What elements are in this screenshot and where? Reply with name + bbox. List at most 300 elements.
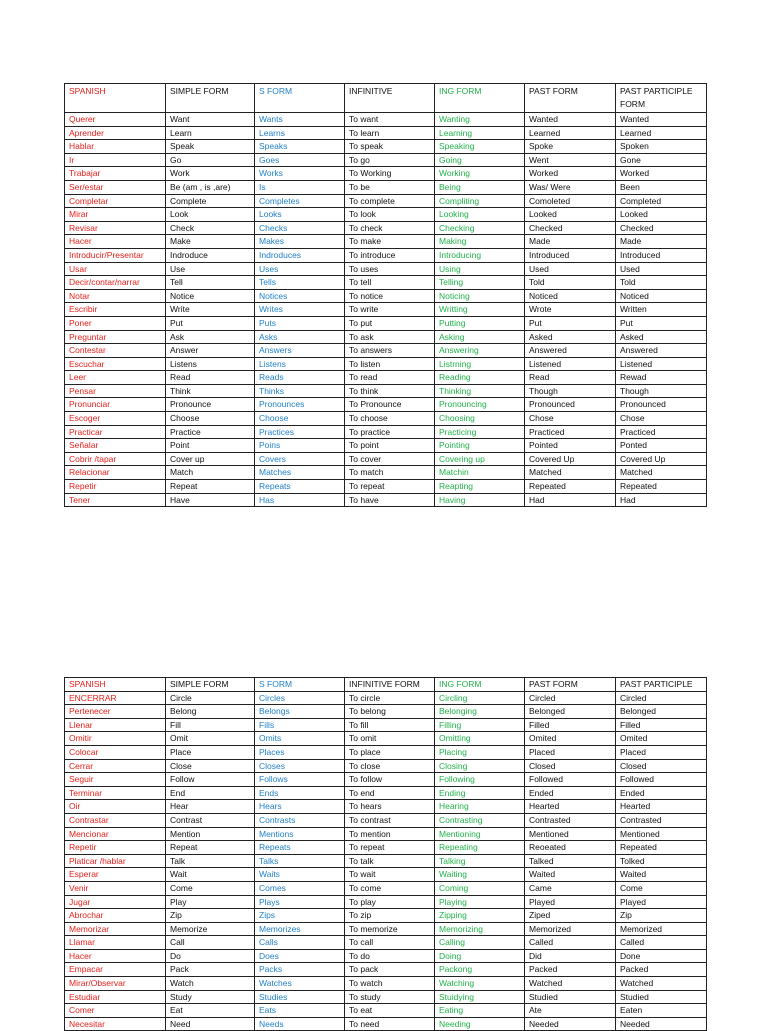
cell-ing-form: Learning	[435, 126, 525, 140]
cell-past-form: Ended	[525, 786, 616, 800]
cell-spanish: Mencionar	[65, 827, 166, 841]
cell-past-form: Checked	[525, 221, 616, 235]
cell-ing-form: Coming	[435, 881, 525, 895]
cell-ing-form: Belonging	[435, 705, 525, 719]
cell-spanish: Notar	[65, 289, 166, 303]
cell-infinitive: To need	[345, 1017, 435, 1031]
cell-spanish: Memorizar	[65, 922, 166, 936]
cell-past-participle: Worked	[616, 167, 707, 181]
cell-s-form: Hears	[255, 800, 345, 814]
table-row	[65, 691, 707, 705]
cell-spanish: Cerrar	[65, 759, 166, 773]
cell-spanish: Llenar	[65, 718, 166, 732]
cell-past-form: Reoeated	[525, 841, 616, 855]
table-row	[65, 759, 707, 773]
cell-ing-form: Going	[435, 153, 525, 167]
cell-s-form: Ends	[255, 786, 345, 800]
cell-past-form: Wanted	[525, 113, 616, 127]
cell-past-participle: Closed	[616, 759, 707, 773]
table-row	[65, 126, 707, 140]
cell-past-form: Introduced	[525, 248, 616, 262]
cell-past-form: Put	[525, 316, 616, 330]
cell-s-form: Answers	[255, 344, 345, 358]
cell-past-form: Was/ Were	[525, 180, 616, 194]
cell-simple-form: Repeat	[166, 841, 255, 855]
cell-infinitive: To repeat	[345, 480, 435, 494]
cell-past-form: Played	[525, 895, 616, 909]
cell-s-form: Learns	[255, 126, 345, 140]
cell-s-form: Mentions	[255, 827, 345, 841]
cell-simple-form: Practice	[166, 425, 255, 439]
cell-simple-form: Put	[166, 316, 255, 330]
cell-s-form: Zips	[255, 909, 345, 923]
cell-past-form: Pronounced	[525, 398, 616, 412]
cell-ing-form: Omitting	[435, 732, 525, 746]
cell-ing-form: Looking	[435, 208, 525, 222]
cell-past-participle: Ended	[616, 786, 707, 800]
cell-past-participle: Matched	[616, 466, 707, 480]
cell-s-form: Puts	[255, 316, 345, 330]
table-row	[65, 303, 707, 317]
cell-past-participle: Told	[616, 276, 707, 290]
cell-ing-form: Filling	[435, 718, 525, 732]
cell-infinitive: To practice	[345, 425, 435, 439]
column-header-spanish: SPANISH	[65, 678, 166, 692]
cell-past-participle: Listened	[616, 357, 707, 371]
cell-infinitive: To listen	[345, 357, 435, 371]
cell-past-form: Learned	[525, 126, 616, 140]
cell-past-participle: Covered Up	[616, 452, 707, 466]
cell-simple-form: Check	[166, 221, 255, 235]
cell-spanish: Omitir	[65, 732, 166, 746]
table-row	[65, 466, 707, 480]
cell-simple-form: Use	[166, 262, 255, 276]
cell-s-form: Fills	[255, 718, 345, 732]
cell-past-form: Wrote	[525, 303, 616, 317]
cell-simple-form: Talk	[166, 854, 255, 868]
table-row	[65, 167, 707, 181]
cell-infinitive: To mention	[345, 827, 435, 841]
cell-ing-form: Calling	[435, 936, 525, 950]
cell-past-participle: Been	[616, 180, 707, 194]
cell-ing-form: Speaking	[435, 140, 525, 154]
column-header-infinitive: INFINITIVE	[345, 84, 435, 113]
cell-s-form: Calls	[255, 936, 345, 950]
cell-infinitive: To cover	[345, 452, 435, 466]
table-row	[65, 398, 707, 412]
cell-infinitive: To study	[345, 990, 435, 1004]
cell-simple-form: Play	[166, 895, 255, 909]
cell-past-participle: Pronounced	[616, 398, 707, 412]
cell-past-participle: Followed	[616, 773, 707, 787]
cell-past-form: Belonged	[525, 705, 616, 719]
cell-ing-form: Thinking	[435, 384, 525, 398]
table-row	[65, 1004, 707, 1018]
table-row	[65, 316, 707, 330]
cell-spanish: Hacer	[65, 949, 166, 963]
cell-ing-form: Zipping	[435, 909, 525, 923]
cell-simple-form: Pronounce	[166, 398, 255, 412]
cell-simple-form: Study	[166, 990, 255, 1004]
cell-past-participle: Played	[616, 895, 707, 909]
table-row	[65, 357, 707, 371]
cell-past-form: Memorized	[525, 922, 616, 936]
cell-ing-form: Asking	[435, 330, 525, 344]
cell-s-form: Repeats	[255, 480, 345, 494]
cell-infinitive: To contrast	[345, 813, 435, 827]
cell-spanish: Colocar	[65, 745, 166, 759]
table-row	[65, 248, 707, 262]
cell-s-form: Packs	[255, 963, 345, 977]
cell-simple-form: Circle	[166, 691, 255, 705]
cell-spanish: Preguntar	[65, 330, 166, 344]
table-row	[65, 732, 707, 746]
table-row	[65, 773, 707, 787]
cell-past-participle: Contrasted	[616, 813, 707, 827]
cell-spanish: Oir	[65, 800, 166, 814]
cell-simple-form: End	[166, 786, 255, 800]
cell-simple-form: Tell	[166, 276, 255, 290]
cell-past-form: Pointed	[525, 439, 616, 453]
cell-s-form: Writes	[255, 303, 345, 317]
cell-spanish: Estudiar	[65, 990, 166, 1004]
cell-spanish: Abrochar	[65, 909, 166, 923]
cell-s-form: Completes	[255, 194, 345, 208]
cell-ing-form: Needing	[435, 1017, 525, 1031]
cell-simple-form: Ask	[166, 330, 255, 344]
cell-s-form: Speaks	[255, 140, 345, 154]
cell-spanish: Pertenecer	[65, 705, 166, 719]
table-row	[65, 1017, 707, 1031]
cell-past-form: Repeated	[525, 480, 616, 494]
table-row	[65, 113, 707, 127]
cell-ing-form: Introducing	[435, 248, 525, 262]
column-header-simple-form: SIMPLE FORM	[166, 678, 255, 692]
cell-past-form: Asked	[525, 330, 616, 344]
cell-spanish: Contrastar	[65, 813, 166, 827]
cell-s-form: Places	[255, 745, 345, 759]
cell-past-participle: Gone	[616, 153, 707, 167]
verb-table-1	[64, 83, 707, 507]
cell-s-form: Comes	[255, 881, 345, 895]
cell-infinitive: To end	[345, 786, 435, 800]
cell-spanish: Hablar	[65, 140, 166, 154]
cell-simple-form: Need	[166, 1017, 255, 1031]
cell-s-form: Needs	[255, 1017, 345, 1031]
cell-spanish: Señalar	[65, 439, 166, 453]
column-header-past-form: PAST FORM	[525, 678, 616, 692]
cell-s-form: Reads	[255, 371, 345, 385]
cell-spanish: Relacionar	[65, 466, 166, 480]
cell-simple-form: Notice	[166, 289, 255, 303]
cell-s-form: Contrasts	[255, 813, 345, 827]
cell-infinitive: To read	[345, 371, 435, 385]
cell-infinitive: To think	[345, 384, 435, 398]
cell-ing-form: Following	[435, 773, 525, 787]
cell-past-form: Practiced	[525, 425, 616, 439]
cell-infinitive: To eat	[345, 1004, 435, 1018]
cell-simple-form: Look	[166, 208, 255, 222]
cell-infinitive: To look	[345, 208, 435, 222]
cell-s-form: Goes	[255, 153, 345, 167]
cell-simple-form: Be (am , is ,are)	[166, 180, 255, 194]
cell-ing-form: Placing	[435, 745, 525, 759]
cell-simple-form: Cover up	[166, 452, 255, 466]
cell-ing-form: Memorizing	[435, 922, 525, 936]
cell-ing-form: Writting	[435, 303, 525, 317]
cell-past-participle: Hearted	[616, 800, 707, 814]
cell-past-form: Used	[525, 262, 616, 276]
cell-s-form: Circles	[255, 691, 345, 705]
table-row	[65, 371, 707, 385]
cell-past-participle: Memorized	[616, 922, 707, 936]
cell-simple-form: Fill	[166, 718, 255, 732]
cell-ing-form: Stuidying	[435, 990, 525, 1004]
cell-ing-form: Repeating	[435, 841, 525, 855]
cell-past-participle: Answered	[616, 344, 707, 358]
cell-infinitive: To put	[345, 316, 435, 330]
cell-past-form: Matched	[525, 466, 616, 480]
cell-infinitive: To make	[345, 235, 435, 249]
cell-s-form: Follows	[255, 773, 345, 787]
verb-table-2-body	[65, 678, 707, 1031]
cell-ing-form: Pointing	[435, 439, 525, 453]
cell-spanish: Escuchar	[65, 357, 166, 371]
cell-simple-form: Hear	[166, 800, 255, 814]
cell-spanish: Necesitar	[65, 1017, 166, 1031]
cell-s-form: Listens	[255, 357, 345, 371]
cell-infinitive: To follow	[345, 773, 435, 787]
cell-past-form: Studied	[525, 990, 616, 1004]
cell-past-form: Did	[525, 949, 616, 963]
cell-ing-form: Eating	[435, 1004, 525, 1018]
cell-simple-form: Work	[166, 167, 255, 181]
table-row	[65, 180, 707, 194]
cell-ing-form: Noticing	[435, 289, 525, 303]
cell-ing-form: Ending	[435, 786, 525, 800]
cell-ing-form: Having	[435, 493, 525, 507]
cell-past-participle: Placed	[616, 745, 707, 759]
cell-past-participle: Belonged	[616, 705, 707, 719]
cell-infinitive: To memorize	[345, 922, 435, 936]
cell-past-form: Told	[525, 276, 616, 290]
cell-infinitive: To go	[345, 153, 435, 167]
cell-s-form: Thinks	[255, 384, 345, 398]
cell-simple-form: Zip	[166, 909, 255, 923]
cell-s-form: Uses	[255, 262, 345, 276]
cell-past-participle: Written	[616, 303, 707, 317]
cell-past-form: Filled	[525, 718, 616, 732]
cell-s-form: Has	[255, 493, 345, 507]
cell-spanish: Empacar	[65, 963, 166, 977]
cell-infinitive: To introduce	[345, 248, 435, 262]
cell-s-form: Talks	[255, 854, 345, 868]
cell-spanish: Decir/contar/narrar	[65, 276, 166, 290]
cell-past-participle: Zip	[616, 909, 707, 923]
cell-past-form: Covered Up	[525, 452, 616, 466]
cell-past-participle: Completed	[616, 194, 707, 208]
cell-s-form: Repeats	[255, 841, 345, 855]
cell-simple-form: Go	[166, 153, 255, 167]
table-row	[65, 194, 707, 208]
cell-past-participle: Ponted	[616, 439, 707, 453]
cell-ing-form: Covering up	[435, 452, 525, 466]
cell-s-form: Works	[255, 167, 345, 181]
cell-past-participle: Done	[616, 949, 707, 963]
cell-ing-form: Reapting	[435, 480, 525, 494]
cell-s-form: Closes	[255, 759, 345, 773]
cell-spanish: Venir	[65, 881, 166, 895]
cell-ing-form: Reading	[435, 371, 525, 385]
cell-spanish: Mirar/Observar	[65, 977, 166, 991]
cell-past-form: Answered	[525, 344, 616, 358]
cell-past-participle: Packed	[616, 963, 707, 977]
cell-infinitive: To Working	[345, 167, 435, 181]
cell-simple-form: Want	[166, 113, 255, 127]
table-row	[65, 813, 707, 827]
cell-simple-form: Place	[166, 745, 255, 759]
cell-spanish: Comer	[65, 1004, 166, 1018]
cell-spanish: Escoger	[65, 412, 166, 426]
cell-s-form: Looks	[255, 208, 345, 222]
cell-past-form: Ziped	[525, 909, 616, 923]
cell-ing-form: Watching	[435, 977, 525, 991]
cell-infinitive: To repeat	[345, 841, 435, 855]
cell-spanish: Mirar	[65, 208, 166, 222]
header-row	[65, 84, 707, 113]
cell-s-form: Asks	[255, 330, 345, 344]
cell-past-form: Spoke	[525, 140, 616, 154]
cell-past-participle: Looked	[616, 208, 707, 222]
cell-past-participle: Had	[616, 493, 707, 507]
table-row	[65, 854, 707, 868]
cell-spanish: Pronunciar	[65, 398, 166, 412]
cell-infinitive: To learn	[345, 126, 435, 140]
cell-spanish: Querer	[65, 113, 166, 127]
cell-simple-form: Memorize	[166, 922, 255, 936]
cell-spanish: Escribir	[65, 303, 166, 317]
cell-spanish: Usar	[65, 262, 166, 276]
cell-infinitive: To speak	[345, 140, 435, 154]
column-header-simple-form: SIMPLE FORM	[166, 84, 255, 113]
cell-past-form: Called	[525, 936, 616, 950]
cell-simple-form: Point	[166, 439, 255, 453]
column-header-ing-form: ING FORM	[435, 84, 525, 113]
cell-infinitive: To tell	[345, 276, 435, 290]
table-row	[65, 480, 707, 494]
table-row	[65, 922, 707, 936]
verb-table-1-body	[65, 84, 707, 507]
table-row	[65, 153, 707, 167]
table-row	[65, 786, 707, 800]
cell-infinitive: To match	[345, 466, 435, 480]
cell-past-participle: Studied	[616, 990, 707, 1004]
cell-past-participle: Chose	[616, 412, 707, 426]
cell-s-form: Wants	[255, 113, 345, 127]
cell-s-form: Choose	[255, 412, 345, 426]
cell-past-form: Waited	[525, 868, 616, 882]
cell-past-form: Followed	[525, 773, 616, 787]
cell-past-participle: Wanted	[616, 113, 707, 127]
cell-simple-form: Learn	[166, 126, 255, 140]
cell-past-participle: Noticed	[616, 289, 707, 303]
cell-simple-form: Do	[166, 949, 255, 963]
cell-s-form: Matches	[255, 466, 345, 480]
cell-infinitive: To notice	[345, 289, 435, 303]
cell-spanish: Ir	[65, 153, 166, 167]
cell-ing-form: Telling	[435, 276, 525, 290]
cell-s-form: Studies	[255, 990, 345, 1004]
cell-past-form: Watched	[525, 977, 616, 991]
table-row	[65, 276, 707, 290]
cell-infinitive: To call	[345, 936, 435, 950]
column-header-infinitive: INFINITIVE FORM	[345, 678, 435, 692]
cell-past-participle: Rewad	[616, 371, 707, 385]
cell-past-participle: Filled	[616, 718, 707, 732]
cell-ing-form: Circling	[435, 691, 525, 705]
cell-ing-form: Mentioning	[435, 827, 525, 841]
table-row	[65, 425, 707, 439]
cell-s-form: Is	[255, 180, 345, 194]
table-row	[65, 841, 707, 855]
table-row	[65, 745, 707, 759]
cell-past-form: Circled	[525, 691, 616, 705]
cell-spanish: Leer	[65, 371, 166, 385]
cell-past-form: Mentioned	[525, 827, 616, 841]
cell-spanish: Repetir	[65, 841, 166, 855]
table-row	[65, 868, 707, 882]
cell-ing-form: Choosing	[435, 412, 525, 426]
cell-past-form: Listened	[525, 357, 616, 371]
cell-spanish: Practicar	[65, 425, 166, 439]
cell-past-participle: Mentioned	[616, 827, 707, 841]
cell-simple-form: Complete	[166, 194, 255, 208]
cell-infinitive: To complete	[345, 194, 435, 208]
cell-ing-form: Closing	[435, 759, 525, 773]
cell-past-participle: Tolked	[616, 854, 707, 868]
cell-spanish: Cobrir /tapar	[65, 452, 166, 466]
column-header-past-participle: PAST PARTICIPLE	[616, 678, 707, 692]
table-row	[65, 936, 707, 950]
cell-simple-form: Mention	[166, 827, 255, 841]
cell-ing-form: Talking	[435, 854, 525, 868]
cell-ing-form: Contrasting	[435, 813, 525, 827]
cell-spanish: Introducir/Presentar	[65, 248, 166, 262]
cell-past-form: Worked	[525, 167, 616, 181]
cell-past-form: Comoleted	[525, 194, 616, 208]
cell-past-form: Talked	[525, 854, 616, 868]
cell-past-participle: Called	[616, 936, 707, 950]
cell-ing-form: Working	[435, 167, 525, 181]
cell-past-form: Went	[525, 153, 616, 167]
cell-past-participle: Learned	[616, 126, 707, 140]
table-row	[65, 439, 707, 453]
cell-past-form: Though	[525, 384, 616, 398]
cell-simple-form: Watch	[166, 977, 255, 991]
cell-ing-form: Compliting	[435, 194, 525, 208]
cell-past-participle: Practiced	[616, 425, 707, 439]
cell-spanish: Trabajar	[65, 167, 166, 181]
table-row	[65, 330, 707, 344]
cell-spanish: Esperar	[65, 868, 166, 882]
cell-infinitive: To Pronounce	[345, 398, 435, 412]
cell-simple-form: Come	[166, 881, 255, 895]
cell-infinitive: To do	[345, 949, 435, 963]
table-row	[65, 990, 707, 1004]
cell-simple-form: Read	[166, 371, 255, 385]
cell-simple-form: Belong	[166, 705, 255, 719]
cell-past-participle: Repeated	[616, 480, 707, 494]
